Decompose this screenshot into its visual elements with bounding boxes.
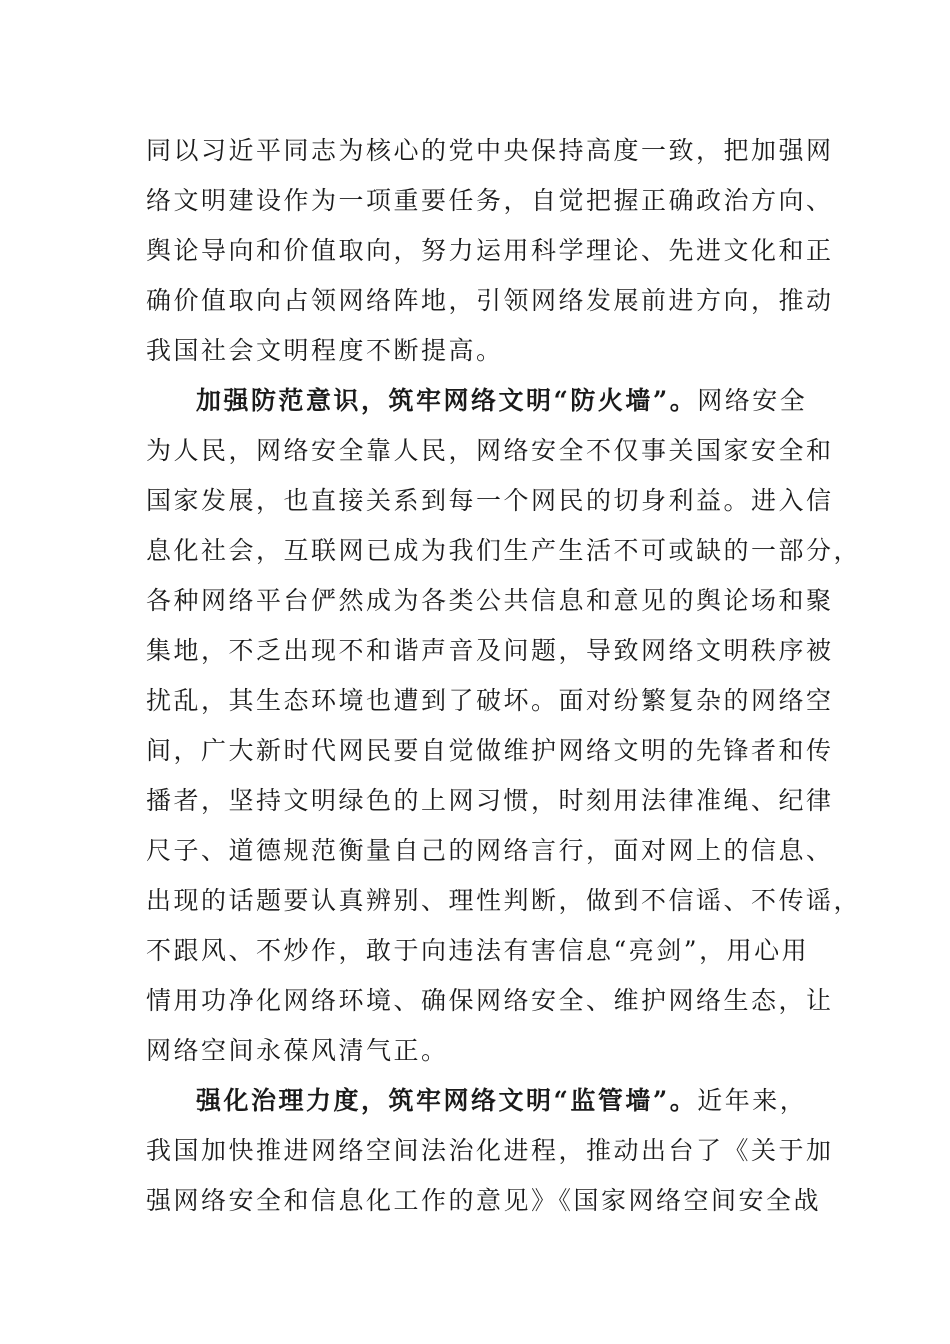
- text-line: 同以习近平同志为核心的党中央保持高度一致，把加强网: [146, 136, 834, 165]
- text-line: 出现的话题要认真辨别、理性判断，做到不信谣、不传谣，: [146, 886, 862, 915]
- paragraph-text: 近年来，: [697, 1086, 808, 1115]
- text-line: 强网络安全和信息化工作的意见》《国家网络空间安全战: [146, 1186, 822, 1215]
- text-line: 尺子、道德规范衡量自己的网络言行，面对网上的信息、: [146, 836, 834, 865]
- document-body: [146, 126, 862, 1226]
- paragraph-text: 网络安全: [697, 386, 808, 415]
- text-line: 间，广大新时代网民要自觉做维护网络文明的先锋者和传: [146, 736, 834, 765]
- text-line: 不跟风、不炒作，敢于向违法有害信息“亮剑”，用心用: [146, 936, 810, 965]
- paragraph-continuation: [146, 126, 834, 376]
- paragraph-heading: 加强防范意识，筑牢网络文明“防火墙”。: [196, 386, 698, 415]
- text-line: 我国社会文明程度不断提高。: [146, 336, 504, 365]
- text-line: 情用功净化网络环境、确保网络安全、维护网络生态，让: [146, 986, 834, 1015]
- text-line: 我国加快推进网络空间法治化进程，推动出台了《关于加: [146, 1136, 834, 1165]
- text-line: 确价值取向占领网络阵地，引领网络发展前进方向，推动: [146, 286, 834, 315]
- text-line: 为人民，网络安全靠人民，网络安全不仅事关国家安全和: [146, 436, 834, 465]
- paragraph-first-line: [146, 1076, 806, 1126]
- text-line: 网络空间永葆风清气正。: [146, 1036, 449, 1065]
- text-line: 集地，不乏出现不和谐声音及问题，导致网络文明秩序被: [146, 636, 834, 665]
- paragraph-supervision: [146, 1076, 834, 1226]
- paragraph-heading: 强化治理力度，筑牢网络文明“监管墙”。: [196, 1086, 698, 1115]
- text-line: 扰乱，其生态环境也遭到了破坏。面对纷繁复杂的网络空: [146, 686, 834, 715]
- text-line: 息化社会，互联网已成为我们生产生活不可或缺的一部分，: [146, 536, 862, 565]
- text-line: 络文明建设作为一项重要任务，自觉把握正确政治方向、: [146, 186, 834, 215]
- paragraph-firewall: [146, 376, 862, 1076]
- text-line: 各种网络平台俨然成为各类公共信息和意见的舆论场和聚: [146, 586, 834, 615]
- text-line: 舆论导向和价值取向，努力运用科学理论、先进文化和正: [146, 236, 834, 265]
- text-line: 播者，坚持文明绿色的上网习惯，时刻用法律准绳、纪律: [146, 786, 834, 815]
- text-line: 国家发展，也直接关系到每一个网民的切身利益。进入信: [146, 486, 834, 515]
- paragraph-first-line: [146, 376, 806, 426]
